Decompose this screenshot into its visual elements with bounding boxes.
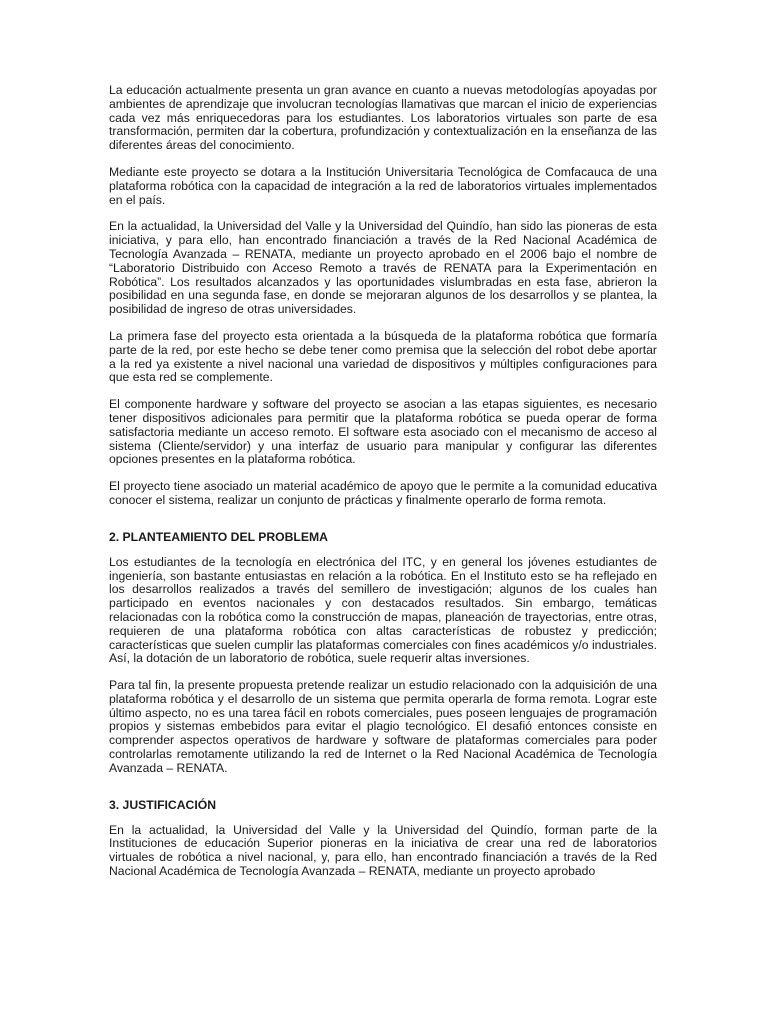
problem-paragraph-1: Los estudiantes de la tecnología en electrónica del ITC, y en general los jóvenes estudiantes de ingeniería, son bastante entusiastas en relación a la robótica. En el Instituto esto se ha reflejado en los desarrollos realizados a través del semillero de investigación; algunos de los cuales han participado en eventos nacionales y con destacados resultados. Sin embargo, temáticas relacionadas con la robótica como la construcción de mapas, planeación de trayectorias, entre otras, requieren de una plataforma robótica con altas características de robustez y predicción; características que suelen cumplir las plataformas comerciales con fines académicos y/o industriales. Así, la dotación de un laboratorio de robótica, suele requerir altas inversiones. <box>109 554 657 666</box>
section-heading-problem: 2. PLANTEAMIENTO DEL PROBLEMA <box>109 529 328 544</box>
intro-paragraph-3: En la actualidad, la Universidad del Valle y la Universidad del Quindío, han sido las pioneras de esta iniciativa, y para ello, han encontrado financiación a través de la Red Nacional Académica de Tecnología Avanzada – RENATA, mediante un proyecto aprobado en el 2006 bajo el nombre de “Laboratorio Distribuido con Acceso Remoto a través de RENATA para la Experimentación en Robótica”. Los resultados alcanzados y las oportunidades vislumbradas en esta fase, abrieron la posibilidad en una segunda fase, en donde se mejoraran algunos de los desarrollos y se plantea, la posibilidad de ingreso de otras universidades. <box>109 219 657 317</box>
intro-paragraph-5: El componente hardware y software del proyecto se asocian a las etapas siguientes, es necesario tener dispositivos adicionales para permitir que la plataforma robótica se pueda operar de forma satisfactoria mediante un acceso remoto. El software esta asociado con el mecanismo de acceso al sistema (Cliente/servidor) y una interfaz de usuario para manipular y configurar las diferentes opciones presentes en la plataforma robótica. <box>109 397 657 467</box>
intro-paragraph-4: La primera fase del proyecto esta orientada a la búsqueda de la plataforma robótica que formaría parte de la red, por este hecho se debe tener como premisa que la selección del robot debe aportar a la red ya existente a nivel nacional una variedad de dispositivos y múltiples configuraciones para que esta red se complemente. <box>109 328 657 385</box>
section-heading-justification: 3. JUSTIFICACIÓN <box>109 797 216 812</box>
problem-paragraph-2: Para tal fin, la presente propuesta pretende realizar un estudio relacionado con la adquisición de una plataforma robótica y el desarrollo de un sistema que permita operarla de forma remota. Lograr este último aspecto, no es una tarea fácil en robots comerciales, pues poseen lenguajes de programación propios y sistemas embebidos para evitar el plagio tecnológico. El desafió entonces consiste en comprender aspectos operativos de hardware y software de plataformas comerciales para poder controlarlas remotamente utilizando la red de Internet o la Red Nacional Académica de Tecnología Avanzada – RENATA. <box>109 678 657 775</box>
document-page <box>109 84 657 892</box>
intro-paragraph-2: Mediante este proyecto se dotara a la Institución Universitaria Tecnológica de Comfacauca de una plataforma robótica con la capacidad de integración a la red de laboratorios virtuales implementados en el país. <box>109 164 657 207</box>
intro-paragraph-1: La educación actualmente presenta un gran avance en cuanto a nuevas metodologías apoyadas por ambientes de aprendizaje que involucran tecnologías llamativas que marcan el inicio de experiencias cada vez más enriquecedoras para los estudiantes. Los laboratorios virtuales son parte de esa transformación, permiten dar la cobertura, profundización y contextualización en la enseñanza de las diferentes áreas del conocimiento. <box>109 83 657 153</box>
intro-paragraph-6: El proyecto tiene asociado un material académico de apoyo que le permite a la comunidad educativa conocer el sistema, realizar un conjunto de prácticas y finalmente operarlo de forma remota. <box>109 479 657 507</box>
justification-paragraph-1: En la actualidad, la Universidad del Valle y la Universidad del Quindío, forman parte de la Instituciones de educación Superior pioneras en la iniciativa de crear una red de laboratorios virtuales de robótica a nivel nacional, y, para ello, han encontrado financiación a través de la Red Nacional Académica de Tecnología Avanzada – RENATA, mediante un proyecto aprobado <box>109 822 657 879</box>
